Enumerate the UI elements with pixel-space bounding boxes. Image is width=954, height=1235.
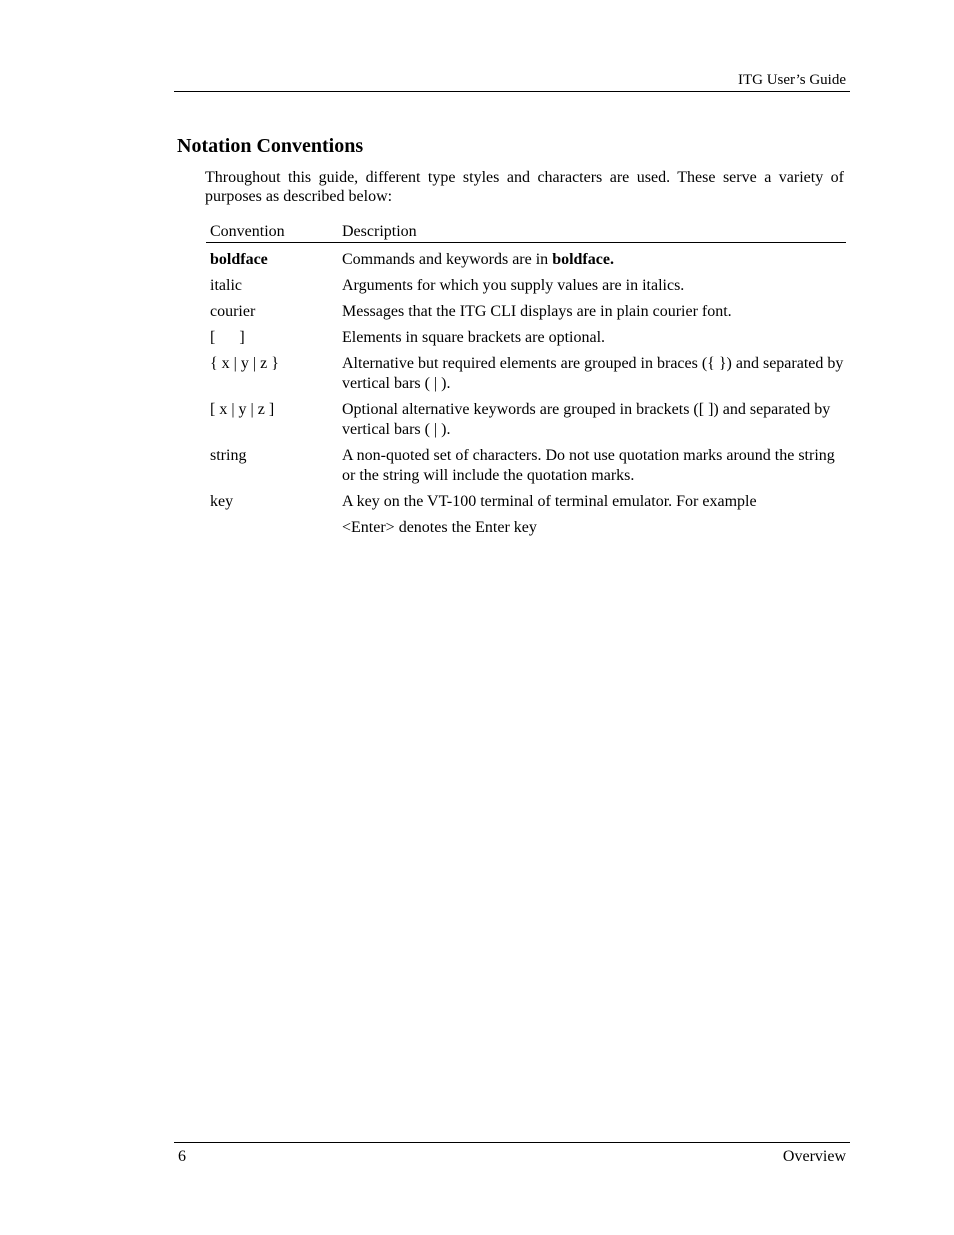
description-cell: <Enter> denotes the Enter key [342,519,537,536]
convention-cell: key [210,493,234,510]
convention-cell [206,512,338,538]
column-header-description: Description [338,222,846,243]
table-row [206,243,846,271]
running-header [174,71,850,92]
description-cell: A key on the VT-100 terminal of terminal emulator. For example [342,493,757,510]
table-row [206,270,846,296]
description-cell: Optional alternative keywords are grouped in brackets ([ ]) and separated by vertical bars ( | ). [342,401,831,438]
document-title: ITG User’s Guide [737,72,846,88]
convention-cell: [ x | y | z ] [210,401,275,418]
chapter-name: Overview [782,1148,846,1165]
section-title: Notation Conventions [177,135,364,157]
convention-cell: [ ] [210,329,245,346]
table-row [206,296,846,322]
conventions-table [206,222,846,538]
table-row [206,440,846,486]
convention-cell: string [210,447,247,464]
running-footer [174,1142,850,1167]
table-row [206,486,846,512]
convention-cell: boldface [210,251,268,268]
description-cell: Elements in square brackets are optional. [342,329,606,346]
convention-cell: courier [210,303,256,320]
description-cell: Messages that the ITG CLI displays are in plain courier font. [342,303,732,320]
description-bold-text: boldface. [552,251,614,268]
table-row [206,322,846,348]
description-cell: Arguments for which you supply values are in italics. [342,277,685,294]
description-cell: Alternative but required elements are grouped in braces ({ }) and separated by vertical bars ( | ). [342,355,844,392]
table-header-row [206,222,846,243]
description-text: Commands and keywords are in [342,251,553,268]
table-row [206,348,846,394]
description-cell: A non-quoted set of characters. Do not use quotation marks around the string or the string will include the quotation marks. [342,447,835,484]
intro-paragraph: Throughout this guide, different type styles and characters are used. These serve a variety of purposes as described below: [205,169,844,205]
page-number: 6 [178,1148,186,1165]
column-header-convention: Convention [206,222,338,243]
convention-cell: italic [210,277,242,294]
table-row [206,512,846,538]
table-row [206,394,846,440]
description-cell [338,243,846,271]
convention-cell: { x | y | z } [210,355,279,372]
